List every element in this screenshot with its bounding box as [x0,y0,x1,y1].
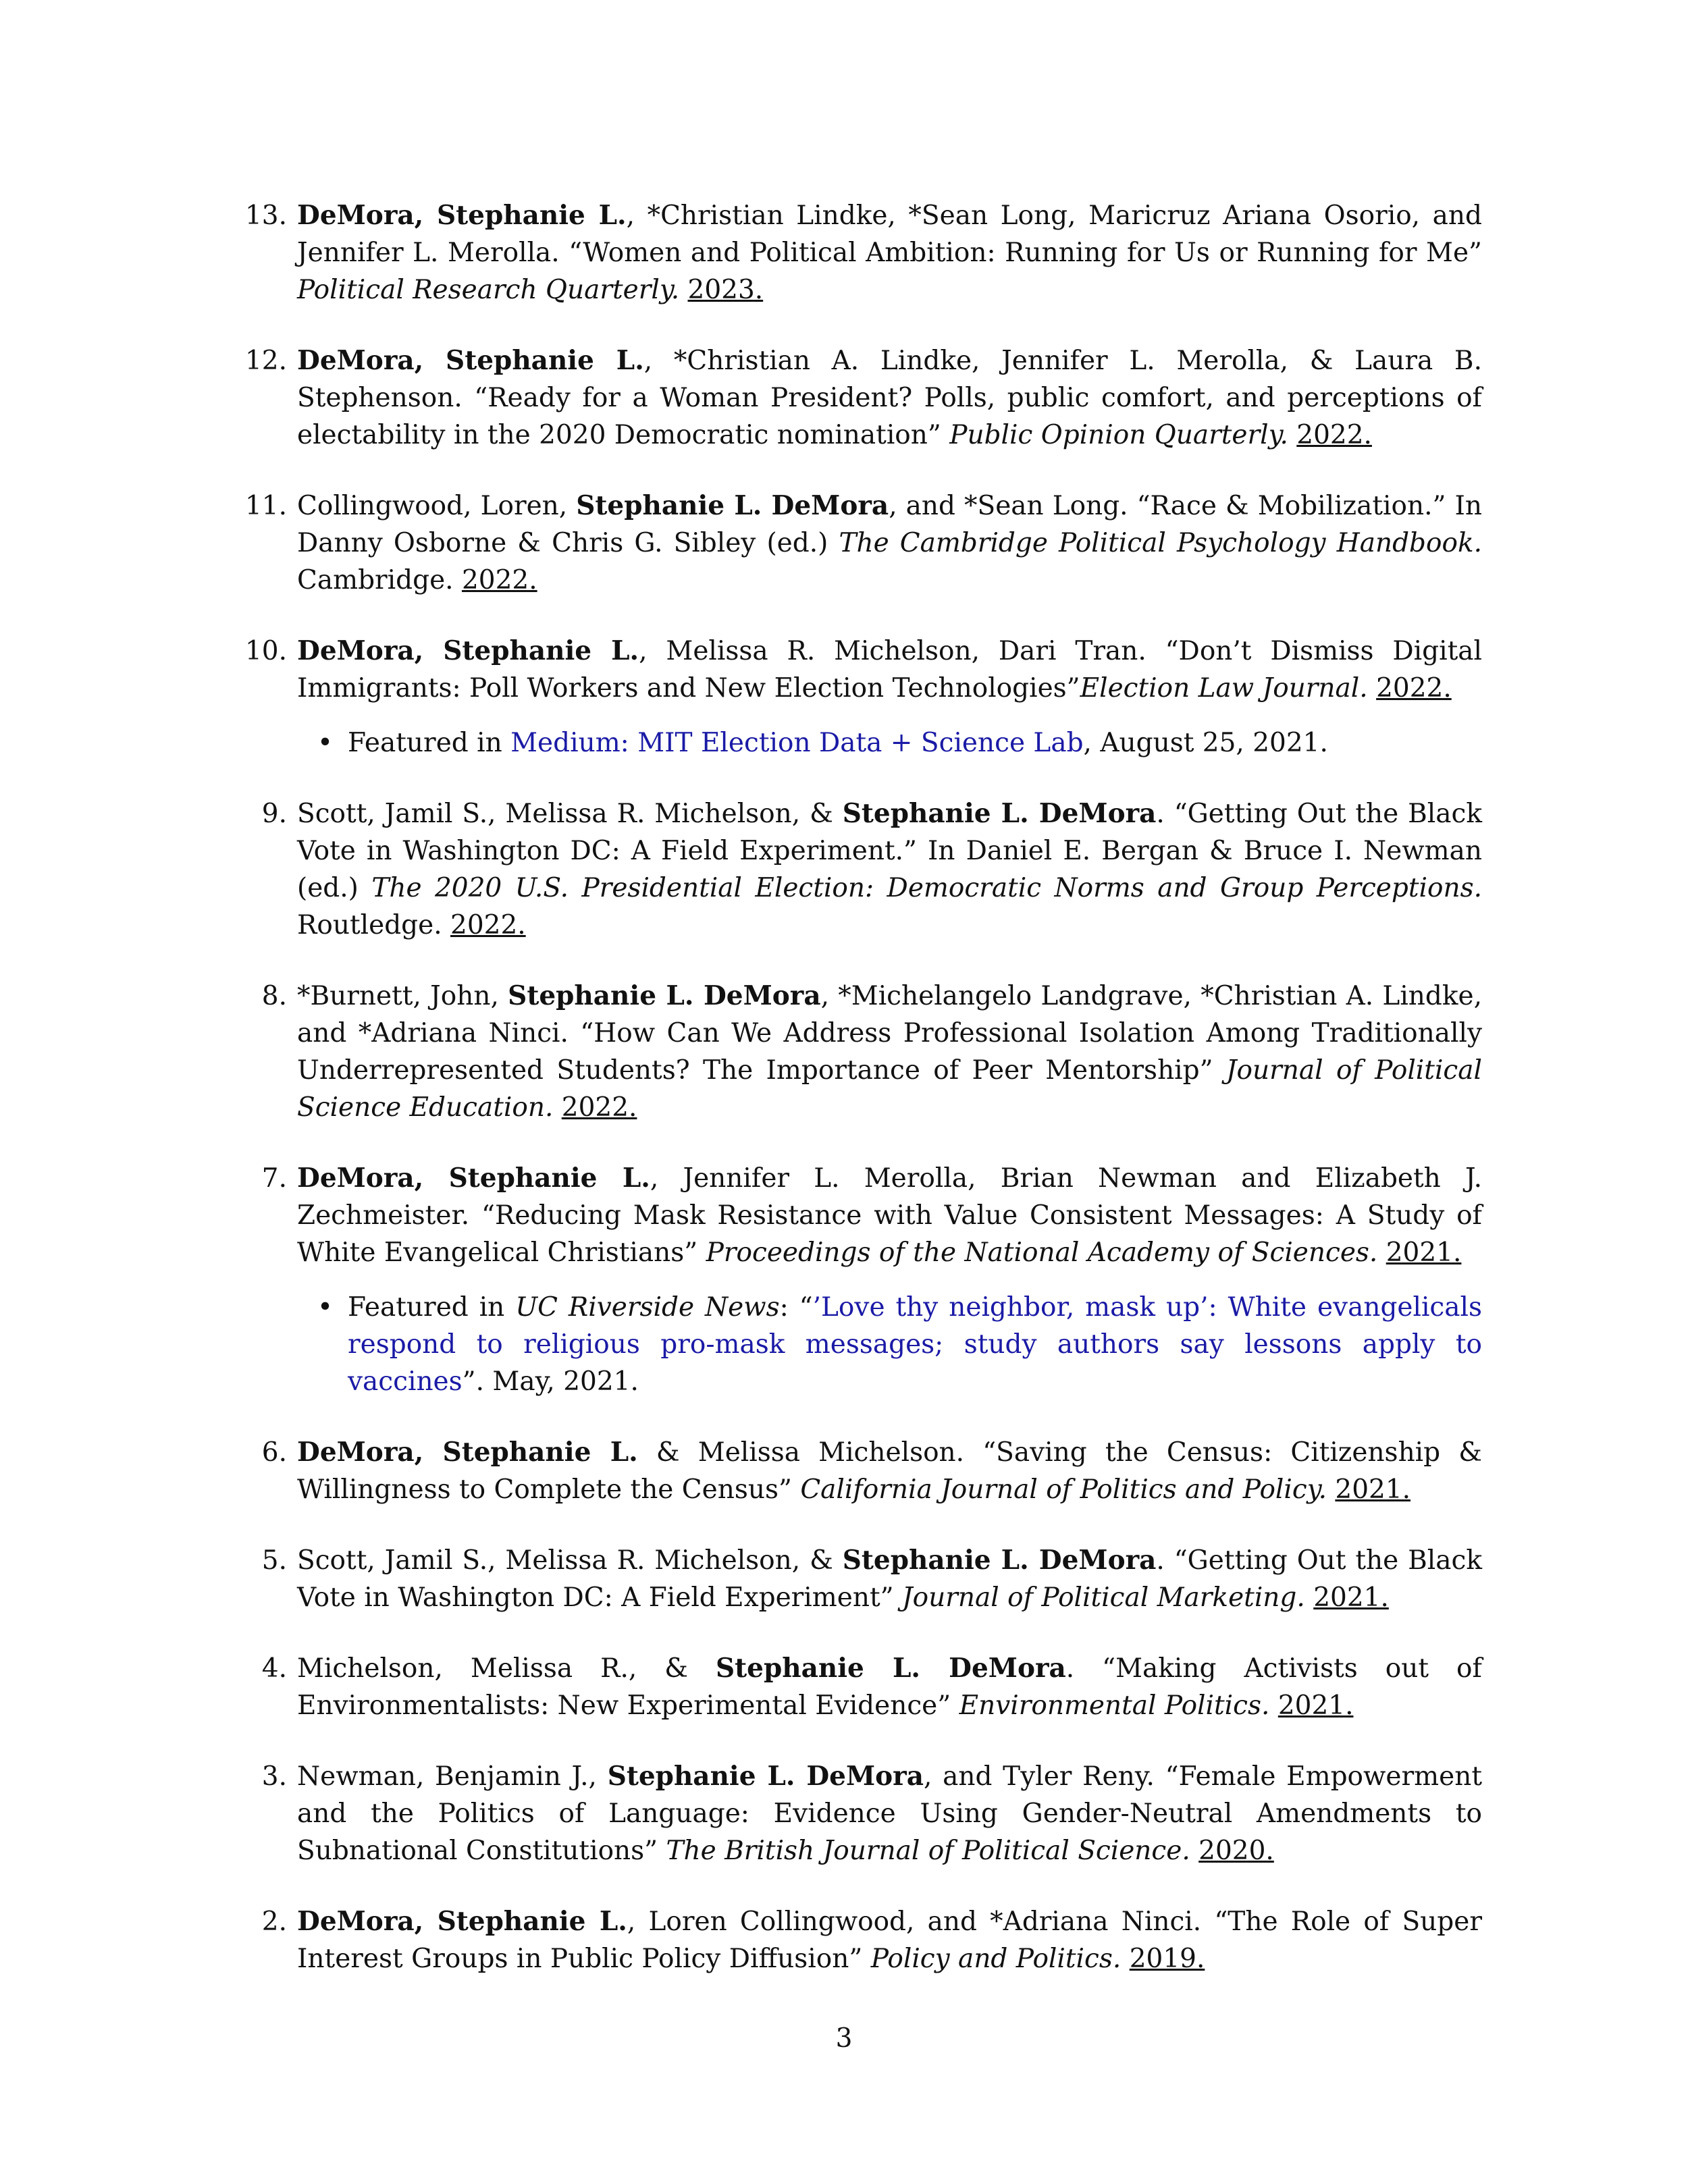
author-highlight: DeMora, Stephanie L. [297,1163,650,1194]
citation-text: . “Getting Out the Black Vote in Washington DC: A Field Experiment” [297,1545,1482,1613]
feature-prefix: Featured in [348,1292,516,1323]
item-number: 4. [261,1653,287,1684]
item-number: 13. [244,201,287,231]
citation-text: Newman, Benjamin J., [297,1761,608,1792]
feature-outlet: UC Riverside News [515,1292,780,1323]
citation-text: & Melissa Michelson. “Saving the Census: Citizenship & Willingness to Complete the Census” [297,1437,1482,1505]
publisher-text: Routledge. [297,910,450,940]
publication-item [261,1542,1482,1616]
author-highlight: Stephanie L. DeMora [607,1761,924,1792]
venue-title: The British Journal of Political Science. [666,1836,1190,1866]
publication-item [261,1434,1482,1508]
item-number: 9. [261,799,287,829]
citation-text: , Loren Collingwood, and *Adriana Ninci. “The Role of Super Interest Groups in Public Policy Diffusion” [297,1907,1482,1974]
year-link[interactable]: 2022. [561,1092,637,1123]
feature-prefix: Featured in [348,728,511,758]
year-link[interactable]: 2022. [461,565,537,595]
publication-item [261,1650,1482,1724]
venue-title: Journal of Political Science Education. [297,1055,1482,1123]
page-number: 3 [835,2023,853,2054]
item-number: 10. [244,636,287,666]
author-highlight: Stephanie L. DeMora [715,1653,1066,1684]
publisher-text: Cambridge. [297,565,462,595]
citation-text: , and *Sean Long. “Race & Mobilization.” In Danny Osborne & Chris G. Sibley (ed.) [297,491,1483,558]
publication-item [261,1160,1483,1400]
item-number: 7. [261,1163,287,1194]
feature-link[interactable]: ’Love thy neighbor, mask up’: White evangelicals respond to religious pro-mask messages; study authors say lessons apply to vaccines [348,1292,1483,1397]
venue-title: Election Law Journal. [1080,673,1368,703]
year-link[interactable]: 2021. [1386,1237,1462,1268]
publication-item [244,633,1482,762]
venue-title: The Cambridge Political Psychology Handbook. [839,528,1482,558]
author-highlight: Stephanie L. DeMora [842,798,1157,829]
feature-list [297,1289,1482,1400]
author-highlight: Stephanie L. DeMora [576,490,889,521]
item-number: 6. [261,1437,287,1468]
citation-text: Scott, Jamil S., Melissa R. Michelson, & [297,1545,843,1576]
feature-item [297,1289,1482,1400]
year-link[interactable]: 2019. [1129,1944,1205,1974]
feature-item [297,724,1482,762]
venue-title: California Journal of Politics and Policy. [800,1474,1327,1505]
item-number: 2. [261,1907,287,1937]
year-link[interactable]: 2023. [687,275,764,305]
venue-title: Environmental Politics. [959,1690,1270,1721]
author-highlight: DeMora, Stephanie L. [297,635,639,666]
venue-title: Journal of Political Marketing. [901,1582,1305,1613]
citation-text: , *Christian Lindke, *Sean Long, Maricruz Ariana Osorio, and Jennifer L. Merolla. “Women and Political Ambition: Running for Us or Running for Me” [297,201,1482,268]
item-number: 11. [244,491,287,521]
citation-text: Collingwood, Loren, [297,491,577,521]
year-link[interactable]: 2021. [1277,1690,1354,1721]
venue-title: Policy and Politics. [870,1944,1122,1974]
year-link[interactable]: 2021. [1313,1582,1389,1613]
year-link[interactable]: 2022. [450,910,526,940]
item-number: 3. [261,1761,287,1792]
author-highlight: DeMora, Stephanie L. [297,345,644,376]
citation-text: . “Getting Out the Black Vote in Washington DC: A Field Experiment.” In Daniel E. Bergan & Bruce I. Newman (ed.) [297,799,1482,903]
citation-text: , *Michelangelo Landgrave, *Christian A. Lindke, and *Adriana Ninci. “How Can We Address Professional Isolation Among Traditionally Underrepresented Students? The Importance of Peer Mentorship” [297,981,1482,1086]
author-highlight: DeMora, Stephanie L. [297,1906,627,1937]
publication-item [261,795,1482,944]
publication-item [244,197,1482,309]
citation-text: *Burnett, John, [297,981,508,1011]
feature-suffix: ”. May, 2021. [462,1366,639,1397]
bullet-icon: • [317,728,334,758]
item-number: 5. [261,1545,287,1576]
year-link[interactable]: 2022. [1296,420,1372,450]
venue-title: The 2020 U.S. Presidential Election: Democratic Norms and Group Perceptions. [371,873,1482,903]
bullet-icon: • [317,1292,334,1323]
publication-item [244,342,1482,454]
feature-suffix: , August 25, 2021. [1083,728,1328,758]
author-highlight: Stephanie L. DeMora [508,980,821,1011]
citation-text: Michelson, Melissa R., & [297,1653,716,1684]
citation-text: , Melissa R. Michelson, Dari Tran. “Don’t Dismiss Digital Immigrants: Poll Workers and New Election Technologies” [297,636,1482,703]
citation-text: , *Christian A. Lindke, Jennifer L. Merolla, & Laura B. Stephenson. “Ready for a Woman President? Polls, public comfort, and perceptions of electability in the 2020 Democratic nomination” [297,346,1482,450]
publication-item [244,487,1483,599]
author-highlight: DeMora, Stephanie L. [297,200,627,231]
venue-title: Proceedings of the National Academy of Sciences. [706,1237,1378,1268]
citation-text: , Jennifer L. Merolla, Brian Newman and Elizabeth J. Zechmeister. “Reducing Mask Resistance with Value Consistent Messages: A Study of White Evangelical Christians” [297,1163,1482,1268]
publication-list [244,197,1483,2011]
venue-title: Political Research Quarterly. [297,275,680,305]
item-number: 8. [261,981,287,1011]
feature-link[interactable]: Medium: MIT Election Data + Science Lab [510,728,1084,758]
feature-list [297,724,1482,762]
citation-text: . “Making Activists out of Environmentalists: New Experimental Evidence” [297,1653,1482,1721]
feature-middle: : “ [779,1292,813,1323]
item-number: 12. [244,346,287,376]
publication-item [261,1903,1482,1977]
author-highlight: DeMora, Stephanie L. [297,1437,638,1468]
year-link[interactable]: 2022. [1376,673,1452,703]
year-link[interactable]: 2021. [1335,1474,1411,1505]
year-link[interactable]: 2020. [1198,1836,1274,1866]
publication-item [261,1758,1482,1869]
publication-item [261,978,1482,1126]
citation-text: , and Tyler Reny. “Female Empowerment and the Politics of Language: Evidence Using Gender-Neutral Amendments to Subnational Constitutions” [297,1761,1482,1866]
author-highlight: Stephanie L. DeMora [842,1545,1157,1576]
citation-text: Scott, Jamil S., Melissa R. Michelson, & [297,799,843,829]
venue-title: Public Opinion Quarterly. [949,420,1288,450]
